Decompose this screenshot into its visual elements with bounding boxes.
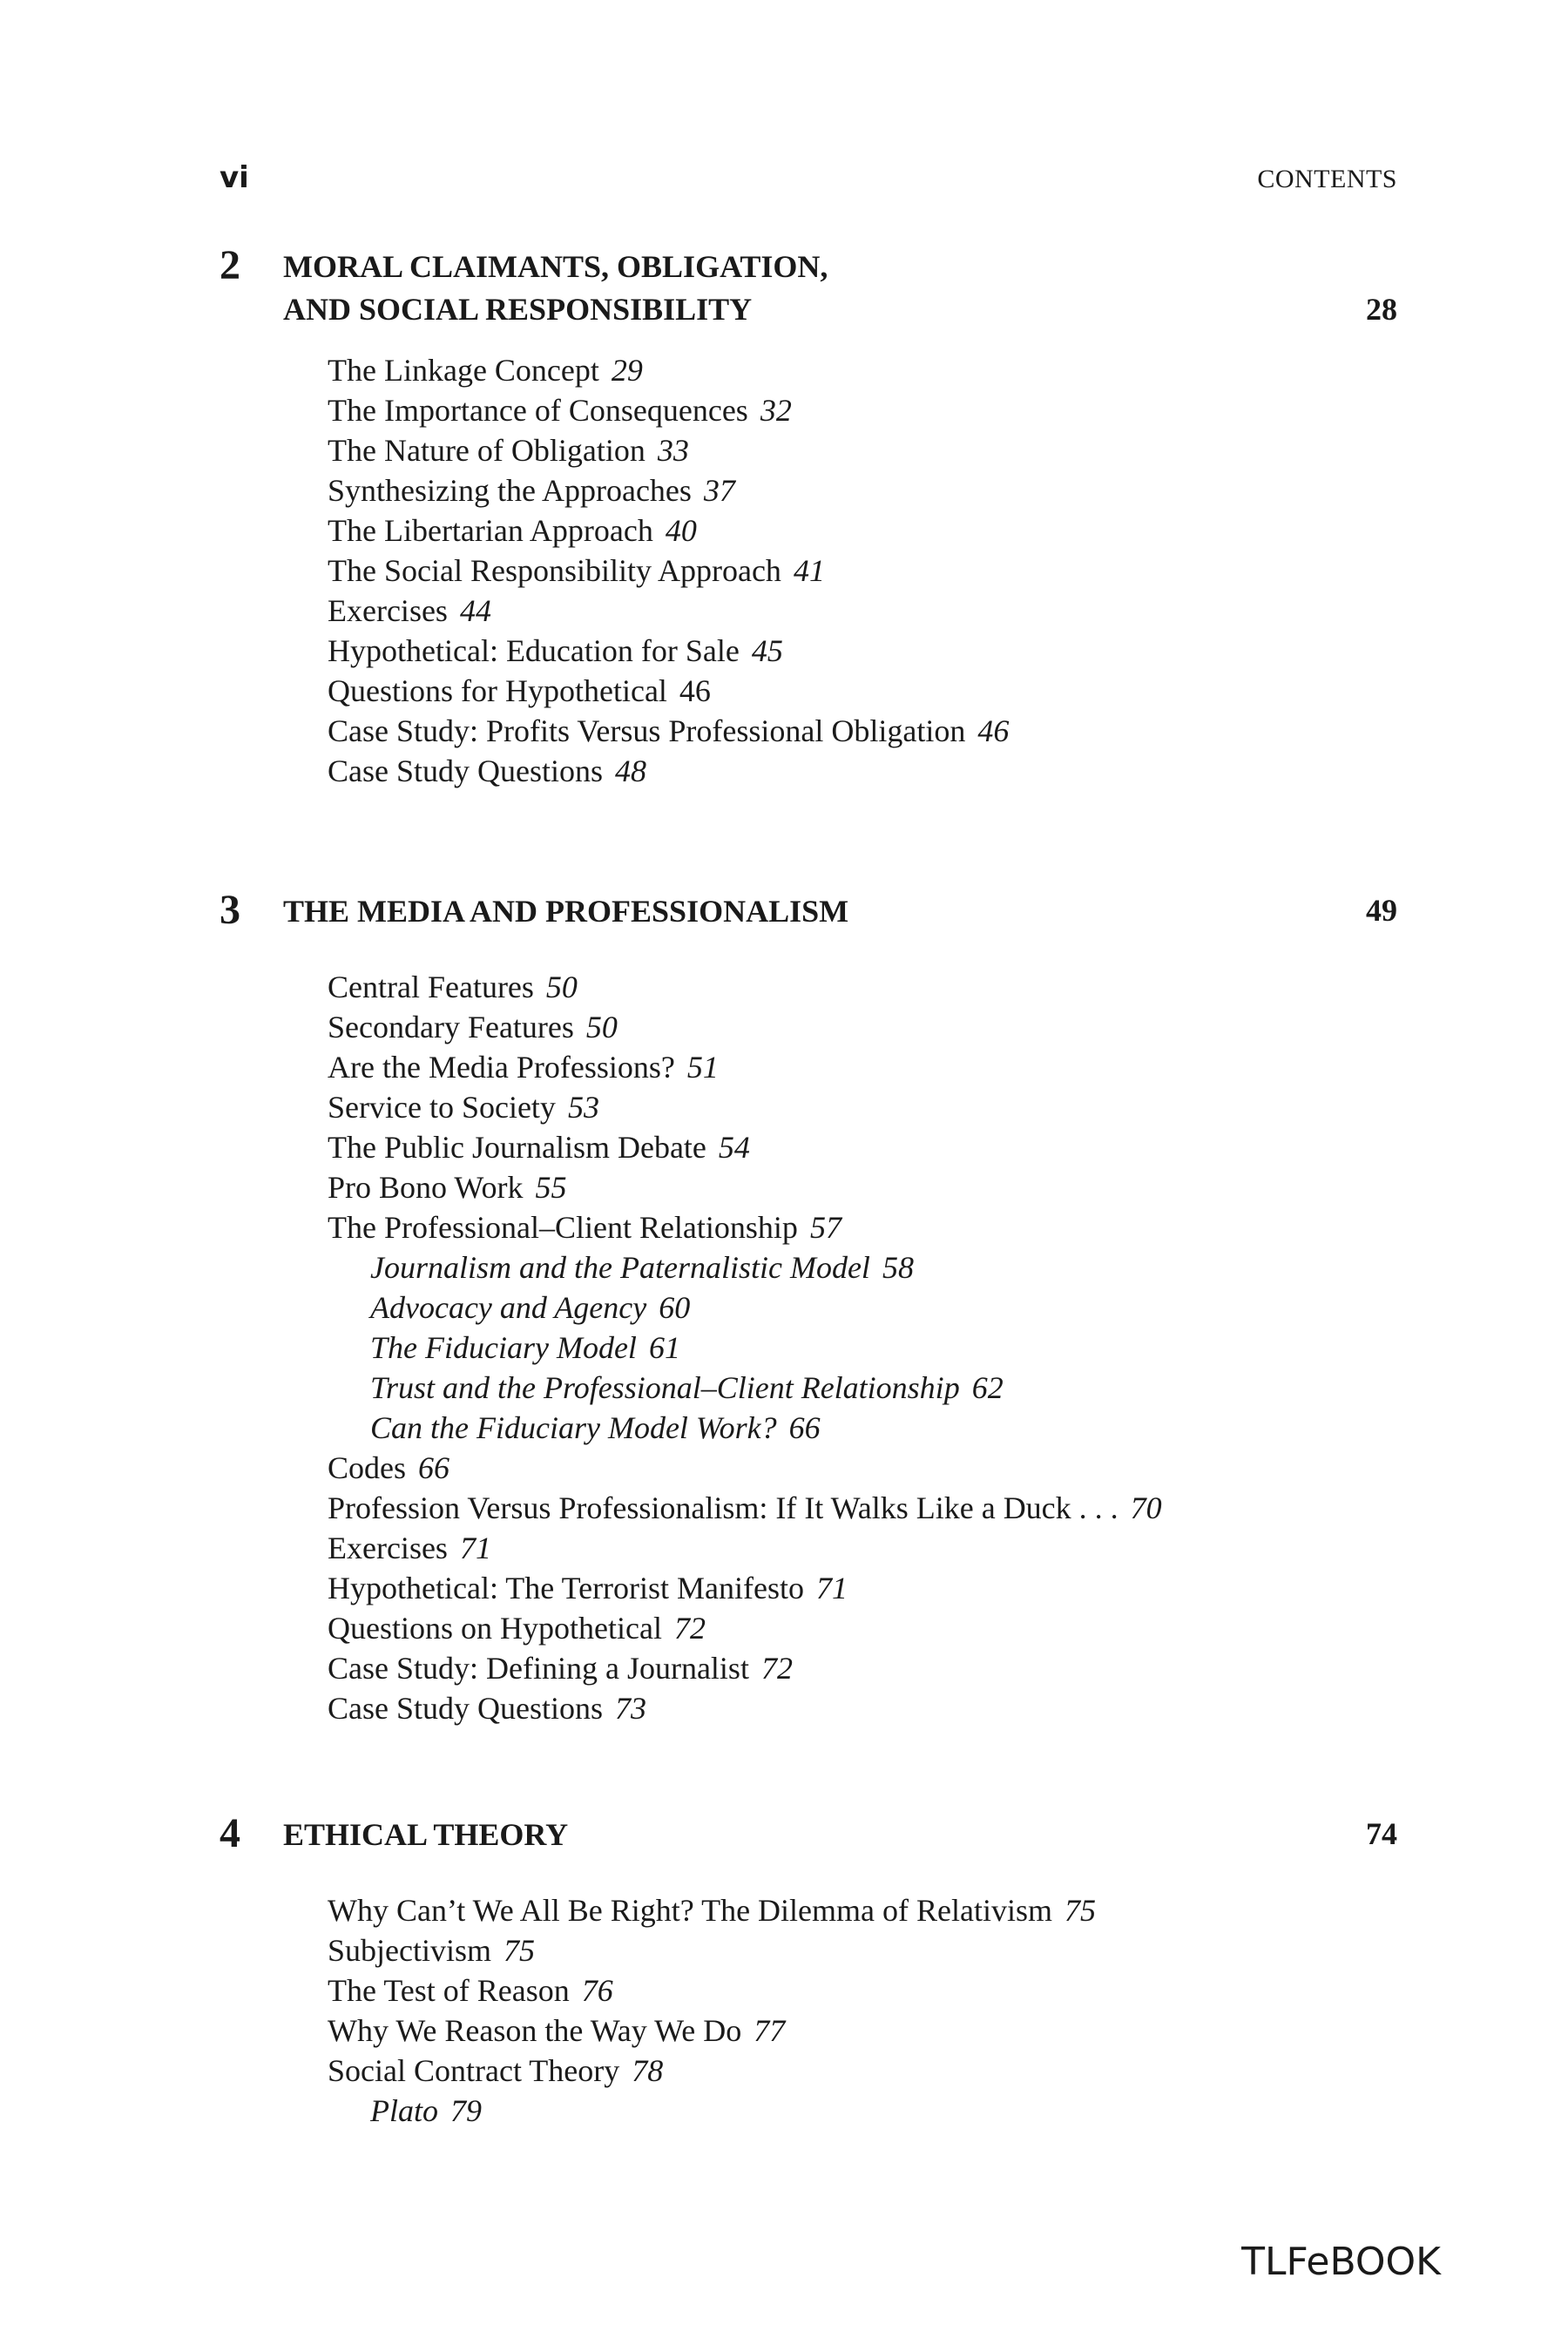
toc-entry[interactable]: Exercises 44 — [328, 593, 491, 628]
page-header — [220, 160, 1397, 195]
toc-entry[interactable]: Why Can’t We All Be Right? The Dilemma of Relativism 75 — [328, 1893, 1096, 1928]
running-head: CONTENTS — [1257, 165, 1397, 193]
toc-entry[interactable]: Subjectivism 75 — [328, 1933, 535, 1968]
toc-subentry[interactable]: Advocacy and Agency 60 — [370, 1290, 691, 1325]
toc-entry[interactable]: The Social Responsibility Approach 41 — [328, 553, 825, 588]
chapter-3 — [220, 889, 1397, 1728]
chapter-title — [283, 246, 1241, 331]
toc-subentry[interactable]: Trust and the Professional–Client Relationship 62 — [370, 1370, 1004, 1405]
toc-subentry[interactable]: Plato 79 — [370, 2093, 482, 2128]
toc-entry[interactable]: The Test of Reason 76 — [328, 1973, 613, 2008]
toc-entry[interactable]: Service to Society 53 — [328, 1090, 599, 1125]
toc-entry[interactable]: Hypothetical: Education for Sale 45 — [328, 633, 783, 668]
toc-entry[interactable]: Why We Reason the Way We Do 77 — [328, 2013, 786, 2048]
chapter-page-number: 49 — [1366, 893, 1397, 928]
chapter-4 — [220, 1812, 1397, 2131]
chapter-title-line: THE MEDIA AND PROFESSIONALISM — [283, 894, 849, 929]
toc-subentry[interactable]: Journalism and the Paternalistic Model 58 — [370, 1250, 914, 1285]
toc-entry[interactable]: Social Contract Theory 78 — [328, 2053, 664, 2088]
chapter-2 — [220, 244, 1397, 791]
toc-entry[interactable]: The Linkage Concept 29 — [328, 353, 643, 388]
toc-entry[interactable]: Case Study Questions 48 — [328, 754, 647, 788]
toc-entry[interactable]: Are the Media Professions? 51 — [328, 1050, 719, 1085]
chapter-heading — [220, 1812, 1397, 1855]
toc-entry[interactable]: Case Study: Defining a Journalist 72 — [328, 1651, 793, 1686]
chapter-title-line: ETHICAL THEORY — [283, 1817, 569, 1852]
chapter-page-number: 28 — [1366, 292, 1397, 327]
toc-entry[interactable]: Codes 66 — [328, 1450, 449, 1485]
toc-entry[interactable]: Synthesizing the Approaches 37 — [328, 473, 735, 508]
chapter-title — [283, 1814, 1241, 1856]
toc-entry[interactable]: Hypothetical: The Terrorist Manifesto 71 — [328, 1571, 848, 1605]
toc-entry[interactable]: Questions on Hypothetical 72 — [328, 1611, 706, 1646]
folio: vi — [220, 160, 249, 195]
chapter-heading — [220, 889, 1397, 932]
chapter-heading — [220, 244, 1397, 331]
watermark: TLFeBOOK — [1241, 2240, 1441, 2284]
chapter-title-line: MORAL CLAIMANTS, OBLIGATION, — [283, 249, 828, 284]
toc-entry[interactable]: The Nature of Obligation 33 — [328, 433, 689, 468]
chapter-number: 3 — [220, 887, 240, 933]
toc-entry[interactable]: Profession Versus Professionalism: If It Walks Like a Duck . . . 70 — [328, 1490, 1162, 1525]
toc-entry[interactable]: The Importance of Consequences 32 — [328, 393, 792, 428]
toc-subentry[interactable]: Can the Fiduciary Model Work? 66 — [370, 1410, 821, 1445]
toc-entry[interactable]: Questions for Hypothetical 46 — [328, 673, 711, 708]
toc-entry[interactable]: Central Features 50 — [328, 970, 578, 1004]
toc-entry[interactable]: Exercises 71 — [328, 1531, 491, 1565]
toc-entry[interactable]: Case Study: Profits Versus Professional Obligation 46 — [328, 713, 1010, 748]
chapter-title — [283, 890, 1241, 933]
toc-entry[interactable]: Secondary Features 50 — [328, 1010, 618, 1044]
chapter-page-number: 74 — [1366, 1816, 1397, 1851]
chapter-title-line: AND SOCIAL RESPONSIBILITY — [283, 292, 753, 327]
toc-entry[interactable]: The Public Journalism Debate 54 — [328, 1130, 750, 1165]
toc-entry[interactable]: The Libertarian Approach 40 — [328, 513, 697, 548]
section-list — [328, 350, 1505, 791]
toc-subentry[interactable]: The Fiduciary Model 61 — [370, 1330, 680, 1365]
chapter-number: 4 — [220, 1810, 240, 1856]
section-list — [328, 1890, 1505, 2131]
chapter-number: 2 — [220, 242, 240, 288]
section-list — [328, 967, 1505, 1728]
toc-entry[interactable]: The Professional–Client Relationship 57 — [328, 1210, 841, 1245]
toc-entry[interactable]: Pro Bono Work 55 — [328, 1170, 567, 1205]
toc-entry[interactable]: Case Study Questions 73 — [328, 1691, 647, 1726]
